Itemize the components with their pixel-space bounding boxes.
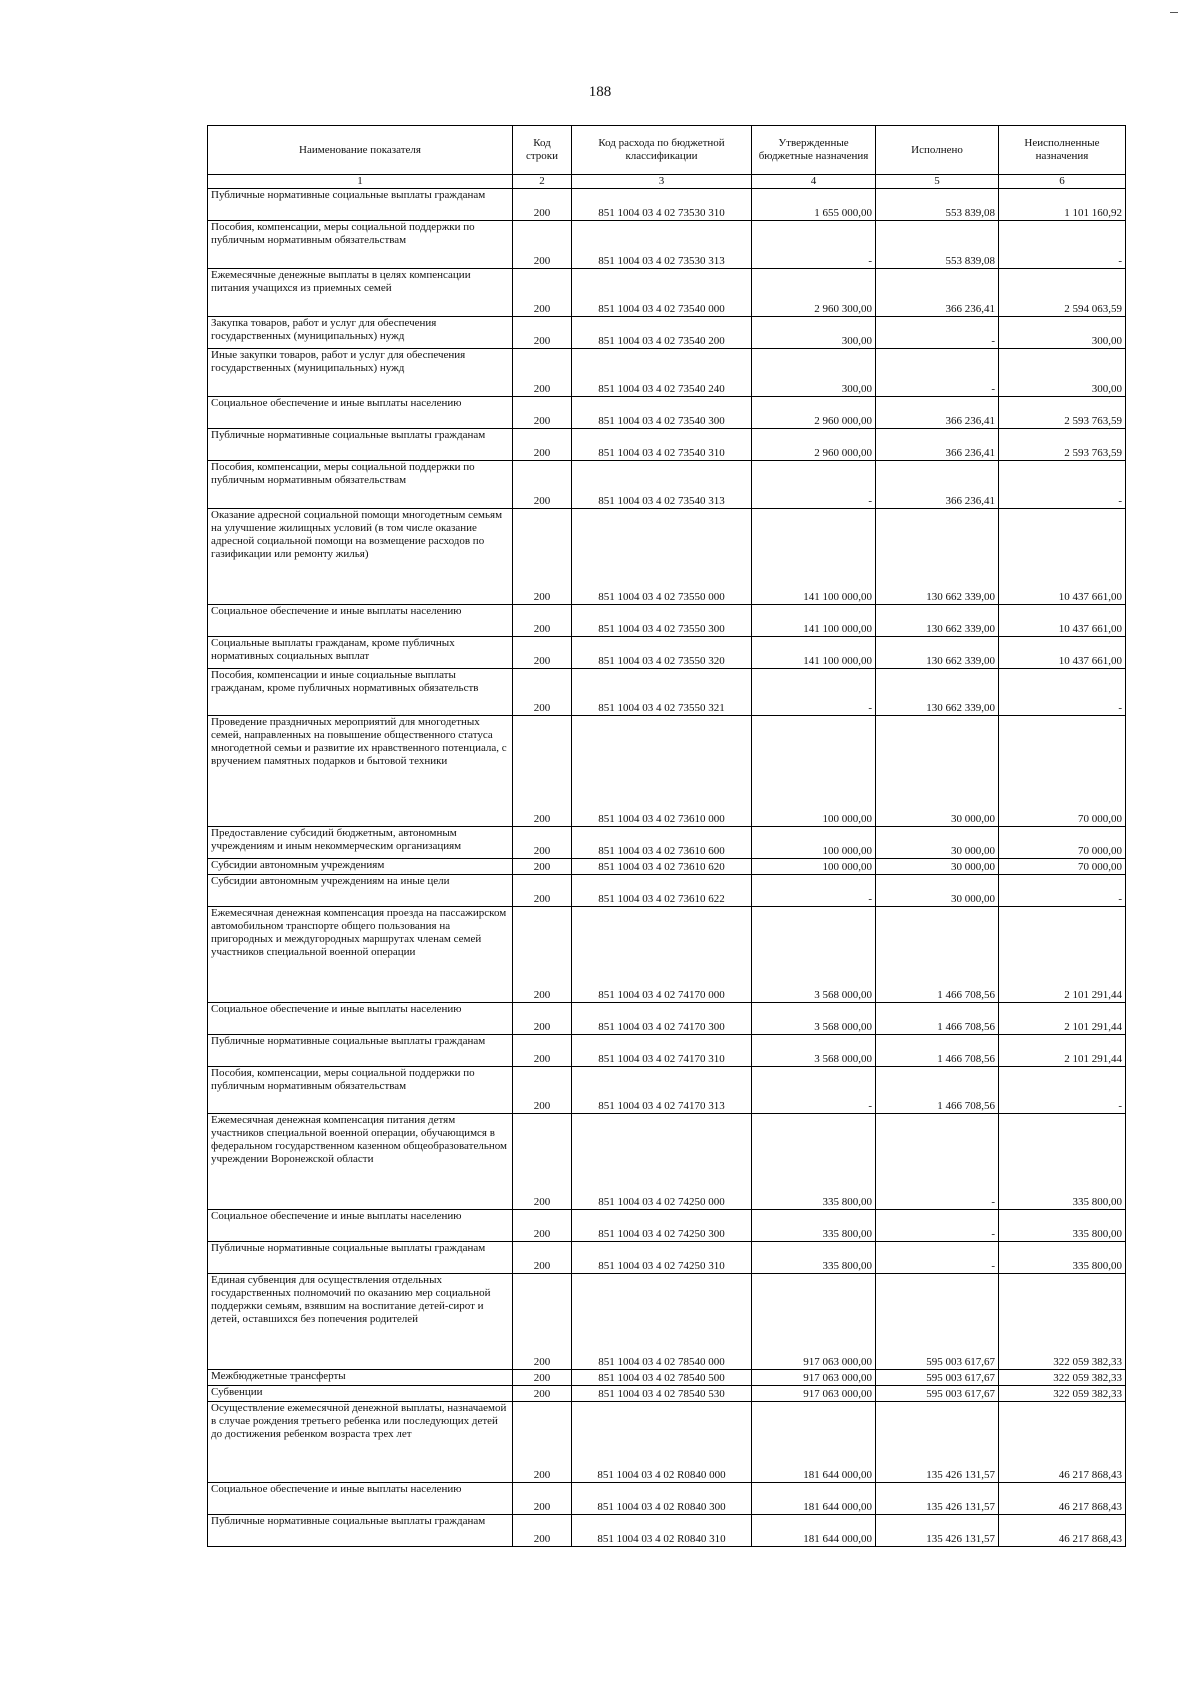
row-unexecuted-amount: 322 059 382,33 bbox=[999, 1386, 1126, 1402]
row-unexecuted-amount: 10 437 661,00 bbox=[999, 509, 1126, 605]
row-executed-amount: - bbox=[876, 317, 999, 349]
table-row bbox=[208, 269, 1126, 317]
row-classification-code: 851 1004 03 4 02 73540 300 bbox=[572, 397, 752, 429]
row-executed-amount: 1 466 708,56 bbox=[876, 907, 999, 1003]
row-approved-amount: 917 063 000,00 bbox=[752, 1274, 876, 1370]
table-row bbox=[208, 669, 1126, 716]
table-body bbox=[208, 189, 1126, 1547]
row-line-code: 200 bbox=[513, 461, 572, 509]
table-row bbox=[208, 1515, 1126, 1547]
table-row bbox=[208, 1035, 1126, 1067]
row-name: Осуществление ежемесячной денежной выплаты, назначаемой в случае рождения третьего ребенка или последующих детей до достижения ребенком возраста трех лет bbox=[208, 1402, 513, 1483]
table-row bbox=[208, 317, 1126, 349]
row-unexecuted-amount: 10 437 661,00 bbox=[999, 605, 1126, 637]
row-unexecuted-amount: 46 217 868,43 bbox=[999, 1515, 1126, 1547]
row-line-code: 200 bbox=[513, 1242, 572, 1274]
row-executed-amount: 130 662 339,00 bbox=[876, 509, 999, 605]
row-name: Субсидии автономным учреждениям на иные цели bbox=[208, 875, 513, 907]
row-approved-amount: 300,00 bbox=[752, 349, 876, 397]
row-name: Пособия, компенсации и иные социальные выплаты гражданам, кроме публичных нормативных обязательств bbox=[208, 669, 513, 716]
table-row bbox=[208, 189, 1126, 221]
row-executed-amount: 553 839,08 bbox=[876, 221, 999, 269]
row-name: Пособия, компенсации, меры социальной поддержки по публичным нормативным обязательствам bbox=[208, 461, 513, 509]
table-row bbox=[208, 1370, 1126, 1386]
row-unexecuted-amount: 70 000,00 bbox=[999, 827, 1126, 859]
row-classification-code: 851 1004 03 4 02 78540 500 bbox=[572, 1370, 752, 1386]
row-approved-amount: 181 644 000,00 bbox=[752, 1483, 876, 1515]
row-executed-amount: 135 426 131,57 bbox=[876, 1402, 999, 1483]
row-approved-amount: - bbox=[752, 1067, 876, 1114]
row-approved-amount: - bbox=[752, 221, 876, 269]
row-approved-amount: 100 000,00 bbox=[752, 827, 876, 859]
table-row bbox=[208, 1386, 1126, 1402]
row-name: Пособия, компенсации, меры социальной поддержки по публичным нормативным обязательствам bbox=[208, 1067, 513, 1114]
row-approved-amount: 100 000,00 bbox=[752, 859, 876, 875]
row-classification-code: 851 1004 03 4 02 73550 320 bbox=[572, 637, 752, 669]
row-classification-code: 851 1004 03 4 02 73550 321 bbox=[572, 669, 752, 716]
row-classification-code: 851 1004 03 4 02 73540 240 bbox=[572, 349, 752, 397]
header-approved: Утвержденные бюджетные назначения bbox=[752, 126, 876, 175]
row-line-code: 200 bbox=[513, 1515, 572, 1547]
row-name: Ежемесячная денежная компенсация питания детям участников специальной военной операции, обучающимся в федеральном государственном казенном общеобразовательном учреждении Воронежской области bbox=[208, 1114, 513, 1210]
row-line-code: 200 bbox=[513, 1114, 572, 1210]
row-approved-amount: - bbox=[752, 461, 876, 509]
row-line-code: 200 bbox=[513, 875, 572, 907]
row-approved-amount: 2 960 000,00 bbox=[752, 429, 876, 461]
row-line-code: 200 bbox=[513, 827, 572, 859]
column-number: 6 bbox=[999, 175, 1126, 189]
header-classification-code: Код расхода по бюджетной классификации bbox=[572, 126, 752, 175]
row-classification-code: 851 1004 03 4 02 74250 310 bbox=[572, 1242, 752, 1274]
row-classification-code: 851 1004 03 4 02 78540 530 bbox=[572, 1386, 752, 1402]
row-executed-amount: 553 839,08 bbox=[876, 189, 999, 221]
row-line-code: 200 bbox=[513, 859, 572, 875]
row-executed-amount: 30 000,00 bbox=[876, 859, 999, 875]
row-unexecuted-amount: - bbox=[999, 875, 1126, 907]
row-approved-amount: 141 100 000,00 bbox=[752, 605, 876, 637]
row-line-code: 200 bbox=[513, 349, 572, 397]
row-unexecuted-amount: - bbox=[999, 1067, 1126, 1114]
row-executed-amount: 130 662 339,00 bbox=[876, 605, 999, 637]
row-name: Субвенции bbox=[208, 1386, 513, 1402]
row-executed-amount: 130 662 339,00 bbox=[876, 669, 999, 716]
row-name: Пособия, компенсации, меры социальной поддержки по публичным нормативным обязательствам bbox=[208, 221, 513, 269]
row-approved-amount: 335 800,00 bbox=[752, 1114, 876, 1210]
row-classification-code: 851 1004 03 4 02 73540 313 bbox=[572, 461, 752, 509]
row-classification-code: 851 1004 03 4 02 74170 300 bbox=[572, 1003, 752, 1035]
row-classification-code: 851 1004 03 4 02 74170 310 bbox=[572, 1035, 752, 1067]
table-row bbox=[208, 1114, 1126, 1210]
row-classification-code: 851 1004 03 4 02 74170 000 bbox=[572, 907, 752, 1003]
table-row bbox=[208, 429, 1126, 461]
row-line-code: 200 bbox=[513, 1067, 572, 1114]
row-name: Иные закупки товаров, работ и услуг для обеспечения государственных (муниципальных) нужд bbox=[208, 349, 513, 397]
row-approved-amount: 181 644 000,00 bbox=[752, 1515, 876, 1547]
row-approved-amount: 300,00 bbox=[752, 317, 876, 349]
row-approved-amount: 141 100 000,00 bbox=[752, 637, 876, 669]
row-classification-code: 851 1004 03 4 02 73530 313 bbox=[572, 221, 752, 269]
row-executed-amount: 366 236,41 bbox=[876, 269, 999, 317]
column-number-row bbox=[208, 175, 1126, 189]
row-name: Межбюджетные трансферты bbox=[208, 1370, 513, 1386]
row-line-code: 200 bbox=[513, 397, 572, 429]
row-approved-amount: 100 000,00 bbox=[752, 716, 876, 827]
table-row bbox=[208, 875, 1126, 907]
table-row bbox=[208, 221, 1126, 269]
row-line-code: 200 bbox=[513, 907, 572, 1003]
column-number: 3 bbox=[572, 175, 752, 189]
row-line-code: 200 bbox=[513, 429, 572, 461]
page-number: 188 bbox=[588, 84, 612, 100]
row-classification-code: 851 1004 03 4 02 R0840 300 bbox=[572, 1483, 752, 1515]
row-classification-code: 851 1004 03 4 02 R0840 000 bbox=[572, 1402, 752, 1483]
row-line-code: 200 bbox=[513, 605, 572, 637]
row-executed-amount: 130 662 339,00 bbox=[876, 637, 999, 669]
row-approved-amount: 917 063 000,00 bbox=[752, 1370, 876, 1386]
table-header-row bbox=[208, 126, 1126, 175]
row-executed-amount: 30 000,00 bbox=[876, 827, 999, 859]
row-approved-amount: 141 100 000,00 bbox=[752, 509, 876, 605]
table-row bbox=[208, 605, 1126, 637]
row-unexecuted-amount: - bbox=[999, 461, 1126, 509]
row-name: Предоставление субсидий бюджетным, автономным учреждениям и иным некоммерческим организациям bbox=[208, 827, 513, 859]
row-unexecuted-amount: - bbox=[999, 669, 1126, 716]
row-executed-amount: 30 000,00 bbox=[876, 875, 999, 907]
row-line-code: 200 bbox=[513, 716, 572, 827]
row-unexecuted-amount: 46 217 868,43 bbox=[999, 1483, 1126, 1515]
column-number: 2 bbox=[513, 175, 572, 189]
row-approved-amount: 3 568 000,00 bbox=[752, 907, 876, 1003]
row-name: Социальное обеспечение и иные выплаты населению bbox=[208, 1210, 513, 1242]
row-classification-code: 851 1004 03 4 02 74170 313 bbox=[572, 1067, 752, 1114]
row-unexecuted-amount: 322 059 382,33 bbox=[999, 1274, 1126, 1370]
row-executed-amount: 1 466 708,56 bbox=[876, 1003, 999, 1035]
row-unexecuted-amount: 70 000,00 bbox=[999, 859, 1126, 875]
row-unexecuted-amount: 10 437 661,00 bbox=[999, 637, 1126, 669]
row-unexecuted-amount: 300,00 bbox=[999, 317, 1126, 349]
row-name: Закупка товаров, работ и услуг для обеспечения государственных (муниципальных) нужд bbox=[208, 317, 513, 349]
row-unexecuted-amount: 2 593 763,59 bbox=[999, 397, 1126, 429]
row-classification-code: 851 1004 03 4 02 73610 600 bbox=[572, 827, 752, 859]
row-approved-amount: 181 644 000,00 bbox=[752, 1402, 876, 1483]
row-approved-amount: 335 800,00 bbox=[752, 1210, 876, 1242]
row-unexecuted-amount: 322 059 382,33 bbox=[999, 1370, 1126, 1386]
row-name: Публичные нормативные социальные выплаты гражданам bbox=[208, 1242, 513, 1274]
row-approved-amount: 3 568 000,00 bbox=[752, 1035, 876, 1067]
row-classification-code: 851 1004 03 4 02 73540 000 bbox=[572, 269, 752, 317]
row-classification-code: 851 1004 03 4 02 R0840 310 bbox=[572, 1515, 752, 1547]
row-approved-amount: - bbox=[752, 875, 876, 907]
row-line-code: 200 bbox=[513, 637, 572, 669]
table-row bbox=[208, 509, 1126, 605]
table-row bbox=[208, 1003, 1126, 1035]
row-approved-amount: 2 960 000,00 bbox=[752, 397, 876, 429]
table-row bbox=[208, 1067, 1126, 1114]
row-executed-amount: 135 426 131,57 bbox=[876, 1515, 999, 1547]
row-name: Оказание адресной социальной помощи многодетным семьям на улучшение жилищных условий (в том числе оказание адресной социальной помощи на возмещение расходов по газификации или ремонту жилья) bbox=[208, 509, 513, 605]
row-name: Социальное обеспечение и иные выплаты населению bbox=[208, 397, 513, 429]
row-executed-amount: 30 000,00 bbox=[876, 716, 999, 827]
table-row bbox=[208, 1242, 1126, 1274]
row-name: Ежемесячная денежная компенсация проезда на пассажирском автомобильном транспорте общего пользования на пригородных и междугородных маршрутах членам семей участников специальной военной операции bbox=[208, 907, 513, 1003]
row-executed-amount: - bbox=[876, 349, 999, 397]
row-classification-code: 851 1004 03 4 02 73530 310 bbox=[572, 189, 752, 221]
row-line-code: 200 bbox=[513, 1370, 572, 1386]
row-unexecuted-amount: 2 101 291,44 bbox=[999, 907, 1126, 1003]
row-name: Публичные нормативные социальные выплаты гражданам bbox=[208, 1035, 513, 1067]
row-name: Социальное обеспечение и иные выплаты населению bbox=[208, 1483, 513, 1515]
row-name: Проведение праздничных мероприятий для многодетных семей, направленных на повышение общественного статуса многодетной семьи и развитие их нравственного потенциала, с вручением памятных подарков и бытовой техники bbox=[208, 716, 513, 827]
row-name: Субсидии автономным учреждениям bbox=[208, 859, 513, 875]
row-approved-amount: 2 960 300,00 bbox=[752, 269, 876, 317]
row-executed-amount: - bbox=[876, 1210, 999, 1242]
row-classification-code: 851 1004 03 4 02 73610 622 bbox=[572, 875, 752, 907]
row-line-code: 200 bbox=[513, 1402, 572, 1483]
row-name: Публичные нормативные социальные выплаты гражданам bbox=[208, 189, 513, 221]
row-unexecuted-amount: 2 101 291,44 bbox=[999, 1035, 1126, 1067]
scan-mark bbox=[1170, 12, 1178, 13]
row-name: Социальное обеспечение и иные выплаты населению bbox=[208, 1003, 513, 1035]
row-line-code: 200 bbox=[513, 317, 572, 349]
row-line-code: 200 bbox=[513, 1274, 572, 1370]
header-executed: Исполнено bbox=[876, 126, 999, 175]
row-classification-code: 851 1004 03 4 02 74250 000 bbox=[572, 1114, 752, 1210]
column-number: 1 bbox=[208, 175, 513, 189]
row-unexecuted-amount: 46 217 868,43 bbox=[999, 1402, 1126, 1483]
header-unexecuted: Неисполненные назначения bbox=[999, 126, 1126, 175]
row-executed-amount: 595 003 617,67 bbox=[876, 1370, 999, 1386]
row-executed-amount: 135 426 131,57 bbox=[876, 1483, 999, 1515]
column-number: 5 bbox=[876, 175, 999, 189]
row-executed-amount: - bbox=[876, 1242, 999, 1274]
budget-execution-table bbox=[207, 125, 1126, 1547]
row-name: Социальные выплаты гражданам, кроме публичных нормативных социальных выплат bbox=[208, 637, 513, 669]
row-classification-code: 851 1004 03 4 02 73540 310 bbox=[572, 429, 752, 461]
table-row bbox=[208, 859, 1126, 875]
row-executed-amount: 595 003 617,67 bbox=[876, 1386, 999, 1402]
row-line-code: 200 bbox=[513, 1483, 572, 1515]
table-row bbox=[208, 1483, 1126, 1515]
row-approved-amount: 335 800,00 bbox=[752, 1242, 876, 1274]
row-unexecuted-amount: 335 800,00 bbox=[999, 1210, 1126, 1242]
table-row bbox=[208, 1274, 1126, 1370]
header-line-code: Код строки bbox=[513, 126, 572, 175]
table-row bbox=[208, 827, 1126, 859]
row-unexecuted-amount: 70 000,00 bbox=[999, 716, 1126, 827]
row-unexecuted-amount: 2 594 063,59 bbox=[999, 269, 1126, 317]
row-line-code: 200 bbox=[513, 1210, 572, 1242]
row-executed-amount: - bbox=[876, 1114, 999, 1210]
row-unexecuted-amount: 335 800,00 bbox=[999, 1114, 1126, 1210]
row-classification-code: 851 1004 03 4 02 78540 000 bbox=[572, 1274, 752, 1370]
row-classification-code: 851 1004 03 4 02 73540 200 bbox=[572, 317, 752, 349]
table-row bbox=[208, 1402, 1126, 1483]
row-unexecuted-amount: 1 101 160,92 bbox=[999, 189, 1126, 221]
row-classification-code: 851 1004 03 4 02 73610 620 bbox=[572, 859, 752, 875]
row-line-code: 200 bbox=[513, 221, 572, 269]
row-executed-amount: 1 466 708,56 bbox=[876, 1067, 999, 1114]
row-name: Публичные нормативные социальные выплаты гражданам bbox=[208, 429, 513, 461]
row-executed-amount: 595 003 617,67 bbox=[876, 1274, 999, 1370]
header-indicator-name: Наименование показателя bbox=[208, 126, 513, 175]
row-name: Социальное обеспечение и иные выплаты населению bbox=[208, 605, 513, 637]
row-name: Ежемесячные денежные выплаты в целях компенсации питания учащихся из приемных семей bbox=[208, 269, 513, 317]
row-unexecuted-amount: 335 800,00 bbox=[999, 1242, 1126, 1274]
row-unexecuted-amount: 2 593 763,59 bbox=[999, 429, 1126, 461]
row-unexecuted-amount: 300,00 bbox=[999, 349, 1126, 397]
row-classification-code: 851 1004 03 4 02 73610 000 bbox=[572, 716, 752, 827]
table-row bbox=[208, 349, 1126, 397]
row-name: Публичные нормативные социальные выплаты гражданам bbox=[208, 1515, 513, 1547]
row-approved-amount: - bbox=[752, 669, 876, 716]
row-executed-amount: 1 466 708,56 bbox=[876, 1035, 999, 1067]
row-approved-amount: 3 568 000,00 bbox=[752, 1003, 876, 1035]
table-row bbox=[208, 716, 1126, 827]
table-row bbox=[208, 637, 1126, 669]
row-line-code: 200 bbox=[513, 269, 572, 317]
row-line-code: 200 bbox=[513, 509, 572, 605]
row-unexecuted-amount: - bbox=[999, 221, 1126, 269]
table-row bbox=[208, 461, 1126, 509]
row-approved-amount: 1 655 000,00 bbox=[752, 189, 876, 221]
row-line-code: 200 bbox=[513, 189, 572, 221]
table-row bbox=[208, 1210, 1126, 1242]
row-line-code: 200 bbox=[513, 669, 572, 716]
row-executed-amount: 366 236,41 bbox=[876, 429, 999, 461]
row-executed-amount: 366 236,41 bbox=[876, 461, 999, 509]
row-line-code: 200 bbox=[513, 1386, 572, 1402]
row-line-code: 200 bbox=[513, 1035, 572, 1067]
row-classification-code: 851 1004 03 4 02 73550 300 bbox=[572, 605, 752, 637]
row-unexecuted-amount: 2 101 291,44 bbox=[999, 1003, 1126, 1035]
row-classification-code: 851 1004 03 4 02 73550 000 bbox=[572, 509, 752, 605]
column-number: 4 bbox=[752, 175, 876, 189]
table-row bbox=[208, 907, 1126, 1003]
row-line-code: 200 bbox=[513, 1003, 572, 1035]
row-name: Единая субвенция для осуществления отдельных государственных полномочий по оказанию мер социальной поддержки семьям, взявшим на воспитание детей-сирот и детей, оставшихся без попечения родителей bbox=[208, 1274, 513, 1370]
row-approved-amount: 917 063 000,00 bbox=[752, 1386, 876, 1402]
row-classification-code: 851 1004 03 4 02 74250 300 bbox=[572, 1210, 752, 1242]
table-row bbox=[208, 397, 1126, 429]
row-executed-amount: 366 236,41 bbox=[876, 397, 999, 429]
